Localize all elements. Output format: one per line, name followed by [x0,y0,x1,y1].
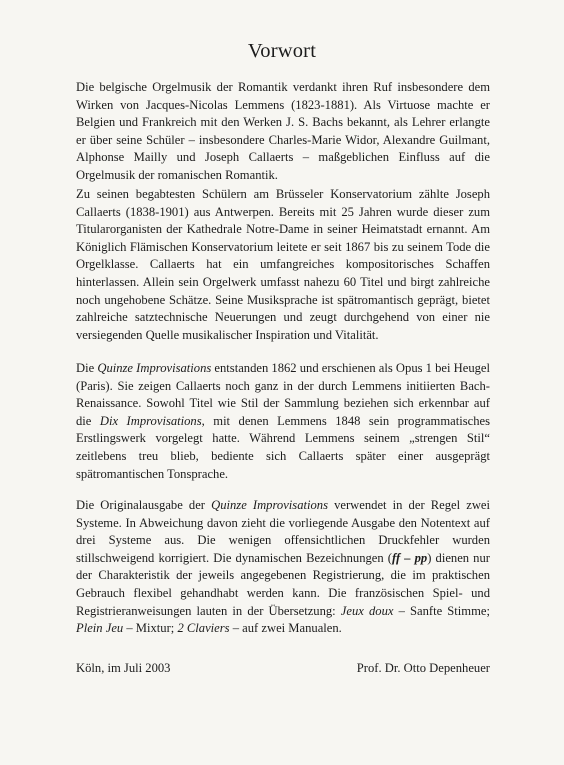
text-run: verwendet in der Regel zwei Systeme. In Abweichung davon zieht die vorliegende Ausgabe den Notentext auf drei Systeme aus. Die wenigen offensichtlichen Druckfehler wurden stillschweigend korrigiert. Die dynamischen Bezeichnungen ( [76,498,490,565]
place-and-date: Köln, im Juli 2003 [76,661,171,675]
work-title-italic: Quinze Improvisations [211,498,328,512]
work-title-italic: Quinze Improvisations [97,361,212,375]
text-run: – Sanfte Stimme; [393,603,490,618]
registration-term-italic: Plein Jeu [76,621,124,636]
dynamics-marking: ff – pp [391,550,428,565]
text-run: entstanden 1862 und erschienen als Opus 1 bei Heugel (Paris). Sie zeigen Callaerts noch ganz in der durch Lemmens initiierten Bach-Renaissance. Sowohl Titel wie Stil der Sammlung beziehen sich erkennbar auf die [76,361,491,428]
paragraph-lemmens: Die belgische Orgelmusik der Romantik verdankt ihren Ruf insbesondere dem Wirken von Jacques-Nicolas Lemmens (1823-1881). Als Virtuose machte er Belgien und Frankreich mit den Werken J. S. Bachs bekannt, als Lehrer erlangte er über seine Schüler – insbesondere Charles-Marie Widor, Alexandre Guilmant, Alphonse Mailly und Joseph Callaerts – maßgeblichen Einfluss auf die Orgelmusik der romanischen Romantik. [76,80,490,182]
text-run: Die Originalausgabe der [76,498,212,512]
text-run: – auf zwei Manualen. [229,621,342,636]
text-run: , mit denen Lemmens 1848 sein programmatisches Erstlingswerk vorgelegt hatte. Während Lemmens seinem „strengen Stil“ zeitlebens treu blieb, bediente sich Callaerts später einer ausgeprägt spätromantischen Tonsprache. [76,413,490,481]
author-name: Prof. Dr. Otto Depenheuer [356,661,490,675]
registration-term-italic: Jeux doux [340,603,394,618]
text-run: – Mixtur; [123,621,178,636]
text-run: ) dienen nur der Charakteristik der jeweils angegebenen Registrierung, die im praktischen Gebrauch flexibel gehandhabt werden kann. Die französischen Spiel- und Registrieranweisungen lauten in der Übersetzung: [76,550,490,618]
paragraph-callaerts: Zu seinen begabtesten Schülern am Brüsseler Konservatorium zählte Joseph Callaerts (1838-1901) aus Antwerpen. Bereits mit 25 Jahren wurde dieser zum Titularorganisten der Kathedrale Notre-Dame in seiner Heimatstadt ernannt. Am Königlich Flämischen Konservatorium leitete er seit 1867 bis zu seinem Tode die Orgelklasse. Callaerts hat ein umfangreiches kompositorisches Schaffen hinterlassen. Allein sein Orgelwerk umfasst nahezu 60 Titel und birgt zahlreiche noch ungehobene Schätze. Seine Musiksprache ist spätromantisch geprägt, bietet zahlreiche satztechnische Neuerungen und zeugt durchgehend von einer nie versiegenden Quelle musikalischer Inspiration und Vitalität. [76,187,490,342]
paragraph-quinze-improvisations [76,360,490,483]
text-run: Die [76,361,98,375]
paragraph-edition-notes [76,497,490,638]
work-title-italic: Dix Improvisations [99,413,202,428]
page-title: Vorwort [247,40,317,62]
registration-term-italic: 2 Claviers [177,621,230,636]
